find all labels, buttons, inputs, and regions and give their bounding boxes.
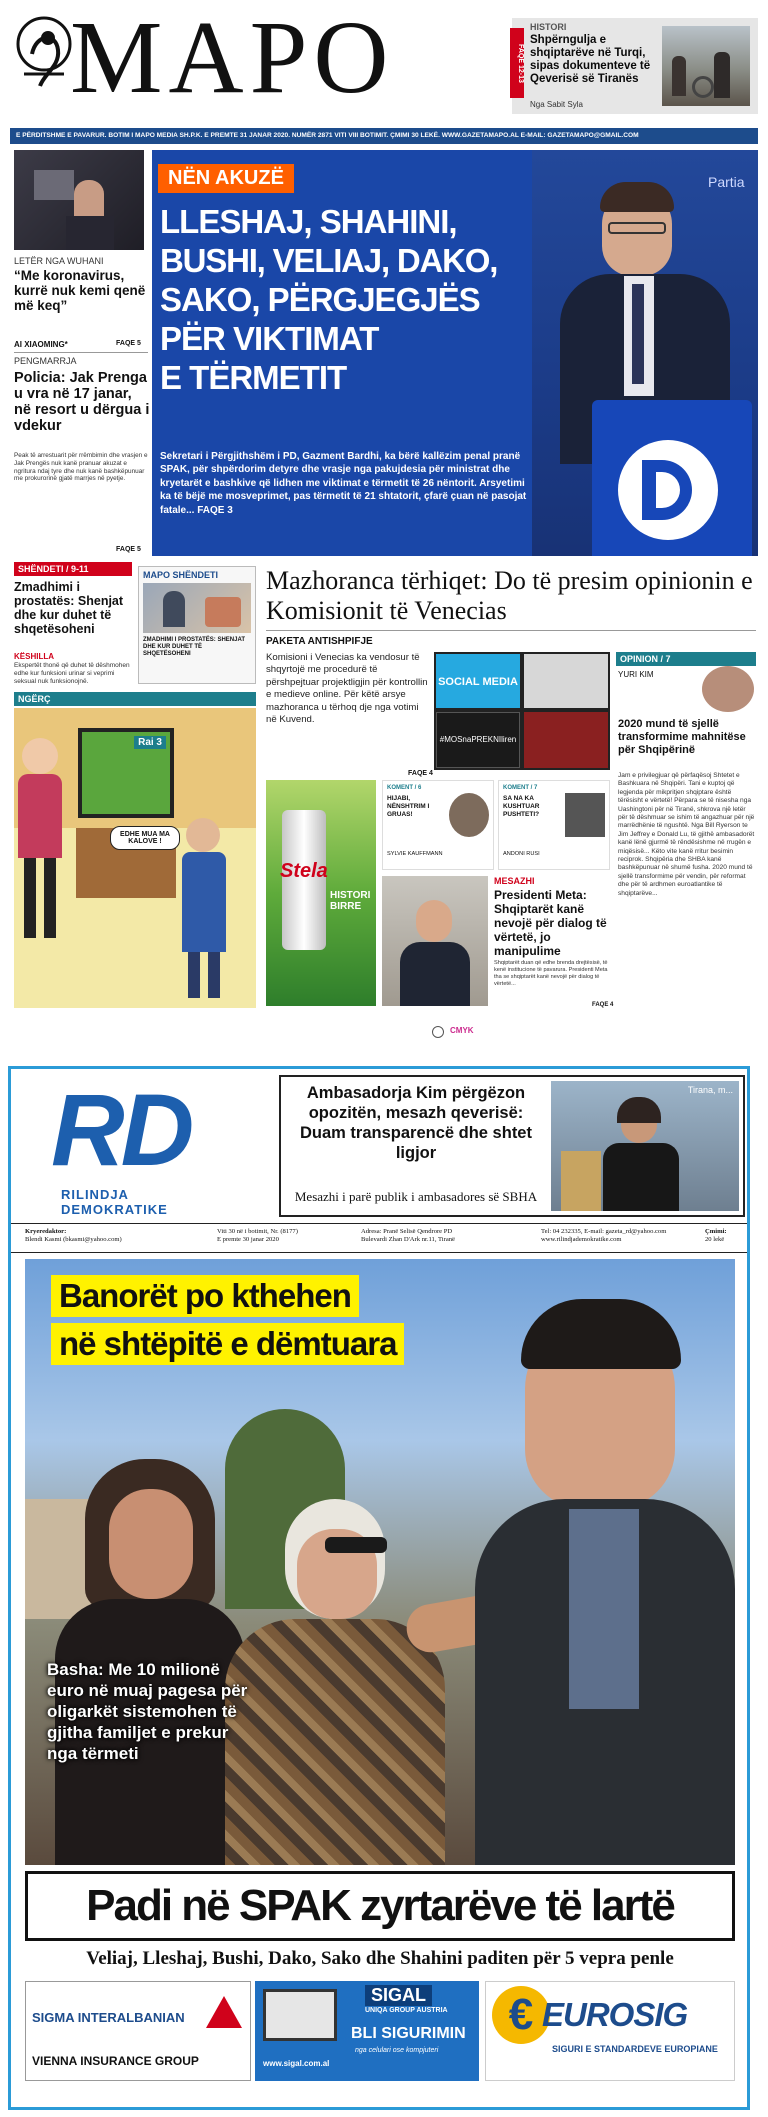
rd-logo-sub-2: DEMOKRATIKE <box>61 1202 168 1217</box>
venice-collage <box>434 652 610 770</box>
opinion-title[interactable]: 2020 mund të sjellë transformime mahnitëse për Shqipërinë <box>618 718 746 756</box>
sigal-screen-icon <box>263 1989 337 2041</box>
wuhan-kicker: LETËR NGA WUHANI <box>14 256 104 266</box>
opinion-author: YURI KIM <box>618 670 654 679</box>
rd-main-headline: Padi në SPAK zyrtarëve të lartë <box>86 1881 674 1930</box>
rd-logo: RD <box>51 1073 191 1187</box>
sigma-ad[interactable] <box>25 1981 251 2081</box>
rd-date: E premte 30 janar 2020 <box>217 1236 279 1243</box>
rd-hero-title-1: Banorët po kthehen <box>51 1275 359 1317</box>
rd-main-headline-box[interactable] <box>25 1871 735 1941</box>
sigma-logo-icon <box>206 1996 242 2028</box>
lead-story[interactable] <box>152 150 758 556</box>
teaser-headline: Shpërngulja e shqiptarëve në Turqi, sipas dokumenteve të Qeverisë së Tiranës <box>530 34 651 85</box>
rd-quote: Basha: Me 10 milionë euro në muaj pagesa për oligarkët sistemohen të gjitha familjet e prekur nga tërmeti <box>47 1660 248 1763</box>
divider <box>266 630 756 631</box>
prenga-body: Peak të arrestuarit për rrëmbimin dhe vrasjen e Jak Prengës nuk kanë pranuar akuzat e ngritura ndaj tyre dhe nuk kanë bashkëpunuar me prokurorinë gjatë marrjes në pyetje. <box>14 452 148 483</box>
sigal-sub: nga celulari ose kompjuteri <box>355 2047 439 2054</box>
cartoon-speech: EDHE MUA MA KALOVE ! <box>110 826 180 850</box>
cartoon-panel <box>14 708 256 1008</box>
divider <box>14 352 148 353</box>
sigma-group: VIENNA INSURANCE GROUP <box>32 2054 199 2068</box>
eurosig-euro-icon: € <box>492 1986 550 2044</box>
rd-address: Bulevardi Zhan D'Ark nr.11, Tiranë <box>361 1236 455 1243</box>
mapo-logo-figure-icon <box>14 14 74 94</box>
opinion-author-photo <box>702 666 754 712</box>
wuhan-photo <box>14 150 144 250</box>
opinion-section-label: OPINION / 7 <box>616 652 756 666</box>
koment-label: KOMENT / 7 <box>503 785 538 791</box>
koment-title: HIJABI, NËNSHTRIM I GRUAS! <box>387 795 430 818</box>
koment-label: KOMENT / 6 <box>387 785 422 791</box>
pd-logo-icon <box>618 440 718 540</box>
meta-page: FAQE 4 <box>592 1002 614 1008</box>
meta-body: Shqiptarët duan që edhe brenda drejtësisë, të kenë institucione të pavarura. Presidenti Meta tha se shqiptarët kanë nevojë për dialog të vërtetë... <box>494 960 608 987</box>
koment-author: SYLVIE KAUFFMANN <box>387 851 443 857</box>
rd-top-story[interactable] <box>279 1075 745 1217</box>
lead-headline-line: E TËRMETIT <box>160 359 347 396</box>
venice-headline[interactable]: Mazhoranca tërhiqet: Do të presim opinionin e Komisionit të Venecias <box>266 566 753 625</box>
rd-editor-label: Kryeredaktor: <box>25 1228 67 1235</box>
sigal-brand: SIGAL <box>365 1985 432 2006</box>
health-section-label: SHËNDETI / 9-11 <box>14 562 132 576</box>
stela-caption: HISTORI BIRRE <box>330 890 371 912</box>
rd-hero-photo[interactable] <box>25 1259 735 1865</box>
venice-body: Komisioni i Venecias ka vendosur të shqyrtojë me procedurë të përshpejtuar projektligjin për kontrollin e medieve online. Për këtë arsye mazhoranca u tërhoq dje nga votimi në Kuvend. <box>266 652 428 726</box>
mapo-top-teaser[interactable] <box>512 18 758 114</box>
koment-title: SA NA KA KUSHTUAR PUSHTETI? <box>503 795 540 818</box>
wuhan-page: FAQE 5 <box>116 340 141 347</box>
meta-photo <box>382 876 488 1006</box>
rd-main-sub: Veliaj, Lleshaj, Bushi, Dako, Sako dhe Shahini paditen për 5 vepra penle <box>86 1948 674 1969</box>
koment-box[interactable] <box>498 780 610 870</box>
lead-photo <box>532 150 758 556</box>
lead-headline-line: LLESHAJ, SHAHINI, <box>160 203 457 240</box>
rd-editor: Blendi Kasmi (bkasmi@yahoo.com) <box>25 1236 122 1243</box>
mapo-page <box>0 0 768 1040</box>
rd-year: Viti 30 në i botimit, Nr. (8177) <box>217 1228 298 1235</box>
eurosig-ad[interactable] <box>485 1981 735 2081</box>
teaser-section: HISTORI <box>530 22 567 32</box>
sigal-url[interactable]: www.sigal.com.al <box>263 2059 330 2068</box>
health-mini-brand: MAPO SHËNDETI <box>143 570 219 580</box>
social-media-tile: SOCIAL MEDIA <box>436 654 520 708</box>
teaser-byline: Nga Sabit Syla <box>530 100 583 109</box>
health-mini-cover[interactable] <box>138 566 256 684</box>
wuhan-title[interactable]: “Me koronavirus, kurrë nuk kemi qenë më keq” <box>14 268 146 313</box>
print-mark: CMYK <box>450 1026 474 1035</box>
lead-headline-line: PËR VIKTIMAT <box>160 320 379 357</box>
rd-top-photo <box>551 1081 739 1211</box>
sigal-ad[interactable] <box>255 1981 479 2081</box>
koment-box[interactable] <box>382 780 494 870</box>
rd-address-label: Adresa: Pranë Selisë Qendrore PD <box>361 1228 453 1235</box>
prenga-page: FAQE 5 <box>116 546 141 553</box>
cartoon-section-label: NGËRÇ <box>14 692 256 706</box>
stela-brand: Stela <box>280 860 328 882</box>
lead-kicker: NËN AKUZË <box>158 164 294 193</box>
tv-logo: Rai 3 <box>134 736 166 749</box>
eurosig-tagline: SIGURI E STANDARDEVE EUROPIANE <box>552 2044 718 2054</box>
mapo-infobar: E PËRDITSHME E PAVARUR. BOTIM I MAPO MEDIA SH.P.K. E PREMTE 31 JANAR 2020. NUMËR 2871 VITI VIII BOTIMIT. ÇMIMI 30 LEKË. WWW.GAZETAMAPO.AL E-MAIL: GAZETAMAPO@GMAIL.COM <box>10 128 758 144</box>
lead-headline <box>160 202 540 397</box>
lead-headline-line: SAKO, PËRGJEGJËS <box>160 281 480 318</box>
venice-kicker: PAKETA ANTISHPIFJE <box>266 636 373 647</box>
wuhan-author: AI XIAOMING* <box>14 340 68 349</box>
mapo-masthead: MAPO <box>70 0 395 115</box>
lead-body: Sekretari i Përgjithshëm i PD, Gazment Bardhi, ka bërë kallëzim penal pranë SPAK, për shpërdorim detyre dhe vrasje nga pakujdesia për ministrat dhe kryetarët e bashkive që lidhen me viktimat e tërmetit të 26 nëntorit. Arsyetimi ka të bëjë me mosveprimet, pas tërmetit të 21 shtatorit, çfarë çuan në pasojat fatale... FAQE 3 <box>160 451 527 516</box>
hashtag-tile: #MOSnaPREKNIliren <box>436 712 520 768</box>
sigal-title: BLI SIGURIMIN <box>351 2025 466 2042</box>
rd-info-row <box>11 1223 747 1253</box>
lead-headline-line: BUSHI, VELIAJ, DAKO, <box>160 242 498 279</box>
sigal-group: UNIQA GROUP AUSTRIA <box>365 2007 448 2014</box>
teaser-side-label: FAQE 12-13 <box>510 28 524 98</box>
venice-page: FAQE 4 <box>408 770 433 777</box>
health-advice: Ekspertët thonë që duhet të dëshmohen edhe kur funksioni urinar si veprimi seksual nuk funksionojnë. <box>14 662 130 685</box>
health-title[interactable]: Zmadhimi i prostatës: Shenjat dhe kur duhet të shqetësoheni <box>14 580 124 636</box>
lead-photo-label: Partia <box>708 174 745 190</box>
rd-web[interactable]: www.rilindjademokratike.com <box>541 1236 622 1243</box>
teaser-photo <box>662 26 750 106</box>
rd-logo-sub-1: RILINDJA <box>61 1187 129 1202</box>
health-advice-label: KËSHILLA <box>14 652 54 661</box>
rd-top-photo-caption: Tirana, m... <box>687 1085 733 1095</box>
rd-price: 20 lekë <box>705 1236 725 1243</box>
tv-screen <box>78 728 174 818</box>
rd-top-sub: Mesazhi i parë publik i ambasadores së SBHA <box>294 1189 538 1204</box>
eurosig-brand: EUROSIG <box>542 1996 688 2033</box>
opinion-body: Jam e privilegjuar që përfaqësoj Shtetet e Bashkuara në Shqipëri. Tani e kuptoj që legjenda për mikpritjen shqiptare është tërësisht e vërtetë! Përpara se të nisesha nga Uashingtoni për në Tiranë, shkrova një letër për të dëshmuar se ishim të angazhuar për një marrëdhënie të ngushtë. Nga Bill Ryerson te Jim Jeffrey e Donald Lu, të gjithë ambasadorët kanë lënë gjurmë të rëndësishme në rrugën e miqësisë... Këto vite kanë rritur besimin reciprok. Shqipëria dhe SHBA kanë bashkëpunuar në shumë fusha. 2020 mund të sjellë transformime për vendin, për reformat dhe për të ardhmen euroatlantike të shqiptarëve... <box>618 772 755 897</box>
stela-ad[interactable] <box>266 780 376 1006</box>
rd-hero-title-2: në shtëpitë e dëmtuara <box>51 1323 404 1365</box>
prenga-kicker: PENGMARRJA <box>14 356 77 366</box>
rd-page <box>8 1066 750 2110</box>
health-mini-headline: ZMADHIMI I PROSTATËS: SHENJAT DHE KUR DUHET TË SHQETËSOHENI <box>143 637 245 657</box>
sigma-name: SIGMA INTERALBANIAN <box>32 2010 185 2025</box>
rd-price-label: Çmimi: <box>705 1228 727 1235</box>
meta-kicker: MESAZHI <box>494 876 535 886</box>
koment-author: ANDONI RUSI <box>503 851 540 857</box>
prenga-title[interactable]: Policia: Jak Prenga u vra në 17 janar, në resort u dërgua i vdekur <box>14 370 150 434</box>
print-registration-icon <box>432 1026 444 1038</box>
meta-title[interactable]: Presidenti Meta: Shqiptarët kanë nevojë për dialog të vërtetë, jo manipulime <box>494 888 607 958</box>
rd-tel: Tel: 04 232335, E-mail: gazeta_rd@yahoo.com <box>541 1228 667 1235</box>
rd-top-headline: Ambasadorja Kim përgëzon opozitën, mesazh qeverisë: Duam transparencë dhe shtet ligjor <box>300 1084 532 1162</box>
